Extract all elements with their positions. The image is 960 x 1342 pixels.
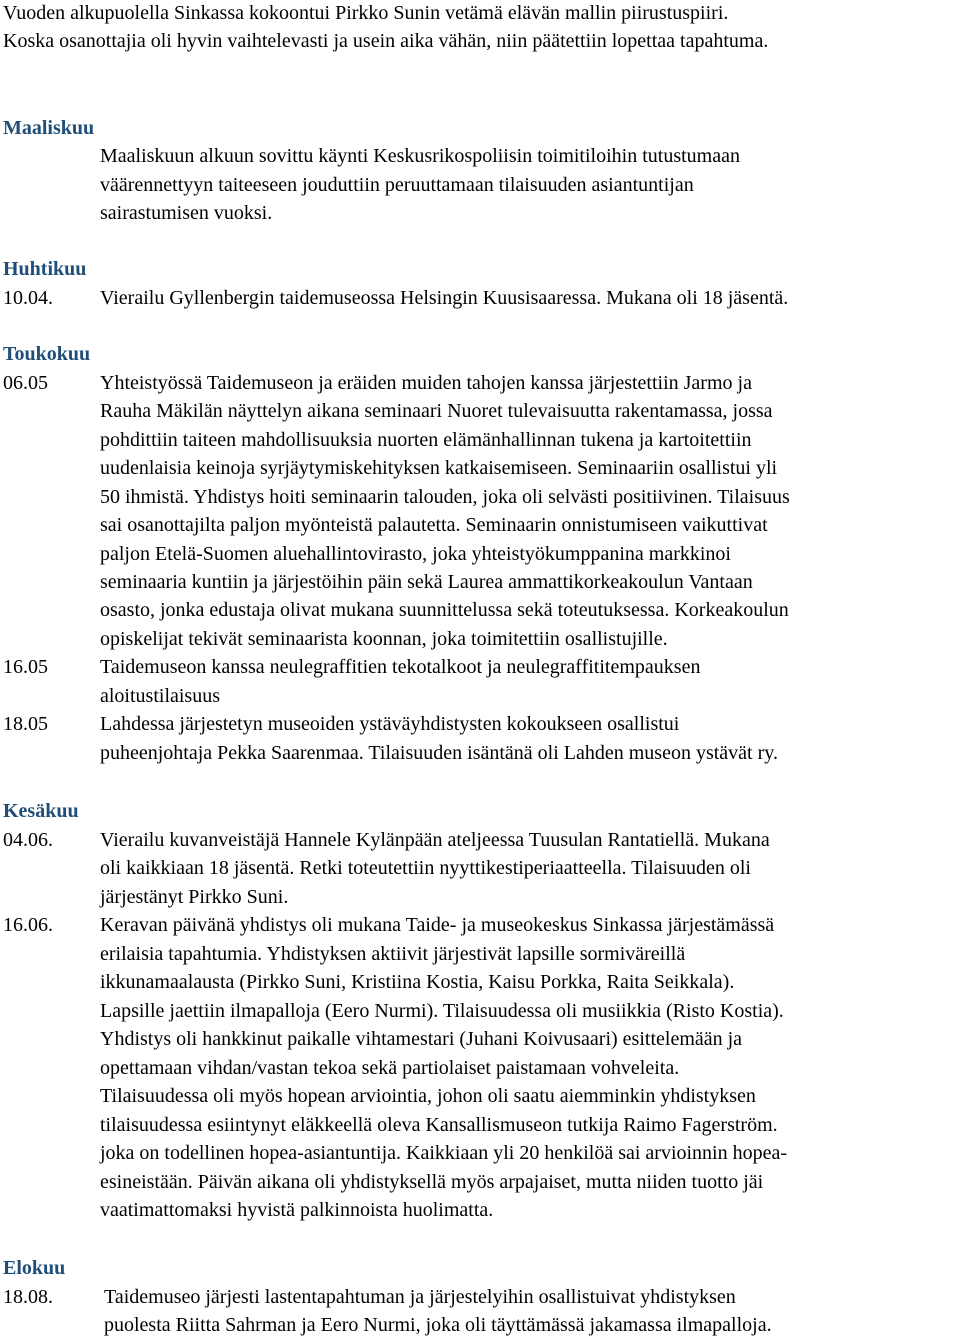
intro-line: Vuoden alkupuolella Sinkassa kokoontui Pirkko Sunin vetämä elävän mallin piirustuspiiri. <box>3 2 729 24</box>
section-heading-huhtikuu: Huhtikuu <box>3 258 87 280</box>
entry-date: 16.06. <box>3 914 53 936</box>
entry-text-line: Vierailu Gyllenbergin taidemuseossa Helsingin Kuusisaaressa. Mukana oli 18 jäsentä. <box>100 287 789 309</box>
entry-text-line: järjestänyt Pirkko Suni. <box>100 886 289 908</box>
entry-text-line: vaatimattomaksi hyvistä palkinnoista huolimatta. <box>100 1199 494 1221</box>
entry-date: 16.05 <box>3 656 48 678</box>
entry-text-line: puolesta Riitta Sahrman ja Eero Nurmi, joka oli täyttämässä jakamassa ilmapalloja. <box>104 1314 772 1336</box>
entry-text-line: Keravan päivänä yhdistys oli mukana Taide- ja museokeskus Sinkassa järjestämässä <box>100 914 775 936</box>
entry-text-line: Taidemuseon kanssa neulegraffitien tekotalkoot ja neulegraffititempauksen <box>100 656 701 678</box>
entry-text-line: oli kaikkiaan 18 jäsentä. Retki toteutettiin nyyttikestiperiaatteella. Tilaisuuden oli <box>100 857 751 879</box>
entry-text-line: puheenjohtaja Pekka Saarenmaa. Tilaisuuden isäntänä oli Lahden museon ystävät ry. <box>100 742 778 764</box>
section-heading-toukokuu: Toukokuu <box>3 343 91 365</box>
entry-text-line: Rauha Mäkilän näyttelyn aikana seminaari Nuoret tulevaisuutta rakentamassa, jossa <box>100 400 773 422</box>
entry-text-line: joka on todellinen hopea-asiantuntija. Kaikkiaan yli 20 henkilöä sai arvioinnin hopea- <box>100 1142 788 1164</box>
entry-date: 10.04. <box>3 287 53 309</box>
entry-text-line: Yhteistyössä Taidemuseon ja eräiden muiden tahojen kanssa järjestettiin Jarmo ja <box>100 372 752 394</box>
entry-text-line: ikkunamaalausta (Pirkko Suni, Kristiina Kostia, Kaisu Porkka, Raita Seikkala). <box>100 971 735 993</box>
entry-text-line: opettamaan vihdan/vastan tekoa sekä partiolaiset paistamaan vohveleita. <box>100 1057 680 1079</box>
entry-date: 18.08. <box>3 1286 53 1308</box>
entry-text-line: sai osanottajilta paljon myönteistä palautetta. Seminaarin onnistumiseen vaikuttivat <box>100 514 768 536</box>
entry-text-line: seminaaria kuntiin ja järjestöihin päin sekä Laurea ammattikorkeakoulun Vantaan <box>100 571 753 593</box>
entry-text-line: aloitustilaisuus <box>100 685 220 707</box>
entry-text-line: Yhdistys oli hankkinut paikalle vihtamestari (Juhani Koivusaari) esittelemään ja <box>100 1028 743 1050</box>
section-heading-kesakuu: Kesäkuu <box>3 800 79 822</box>
section-heading-elokuu: Elokuu <box>3 1257 66 1279</box>
entry-text-line: 50 ihmistä. Yhdistys hoiti seminaarin talouden, joka oli selvästi positiivinen. Tilaisuus <box>100 486 790 508</box>
entry-date: 04.06. <box>3 829 53 851</box>
entry-text-line: pohdittiin taiteen mahdollisuuksia nuorten elämänhallinnan tukena ja kartoitettiin <box>100 429 752 451</box>
entry-text-line: sairastumisen vuoksi. <box>100 202 273 224</box>
entry-text-line: Vierailu kuvanveistäjä Hannele Kylänpään ateljeessa Tuusulan Rantatiellä. Mukana <box>100 829 770 851</box>
entry-text-line: esineistään. Päivän aikana oli yhdistyksellä myös arpajaiset, mutta niiden tuotto jäi <box>100 1171 764 1193</box>
entry-text-line: tilaisuudessa esiintynyt eläkkeellä oleva Kansallismuseon tutkija Raimo Fagerström. <box>100 1114 778 1136</box>
entry-text-line: Taidemuseo järjesti lastentapahtuman ja järjestelyihin osallistuivat yhdistyksen <box>104 1286 736 1308</box>
entry-text-line: paljon Etelä-Suomen aluehallintovirasto, joka yhteistyökumppanina markkinoi <box>100 543 731 565</box>
entry-text-line: uudenlaisia keinoja syrjäytymiskehityksen katkaisemiseen. Seminaariin osallistui yli <box>100 457 778 479</box>
entry-text-line: Lahdessa järjestetyn museoiden ystäväyhdistysten kokoukseen osallistui <box>100 713 680 735</box>
entry-date: 06.05 <box>3 372 48 394</box>
intro-line: Koska osanottajia oli hyvin vaihtelevasti ja usein aika vähän, niin päätettiin lopettaa tapahtuma. <box>3 30 769 52</box>
entry-text-line: opiskelijat tekivät seminaarista koonnan, joka toimitettiin osallistujille. <box>100 628 668 650</box>
entry-text-line: Maaliskuun alkuun sovittu käynti Keskusrikospoliisin toimitiloihin tutustumaan <box>100 145 740 167</box>
entry-text-line: väärennettyyn taiteeseen jouduttiin peruuttamaan tilaisuuden asiantuntijan <box>100 174 694 196</box>
section-heading-maaliskuu: Maaliskuu <box>3 117 95 139</box>
entry-text-line: erilaisia tapahtumia. Yhdistyksen aktiivit järjestivät lapsille sormiväreillä <box>100 943 686 965</box>
entry-date: 18.05 <box>3 713 48 735</box>
entry-text-line: osasto, jonka edustaja olivat mukana suunnittelussa sekä toteutuksessa. Korkeakoulun <box>100 599 789 621</box>
entry-text-line: Lapsille jaettiin ilmapalloja (Eero Nurmi). Tilaisuudessa oli musiikkia (Risto Kostia). <box>100 1000 784 1022</box>
entry-text-line: Tilaisuudessa oli myös hopean arviointia, johon oli saatu aiemminkin yhdistyksen <box>100 1085 756 1107</box>
